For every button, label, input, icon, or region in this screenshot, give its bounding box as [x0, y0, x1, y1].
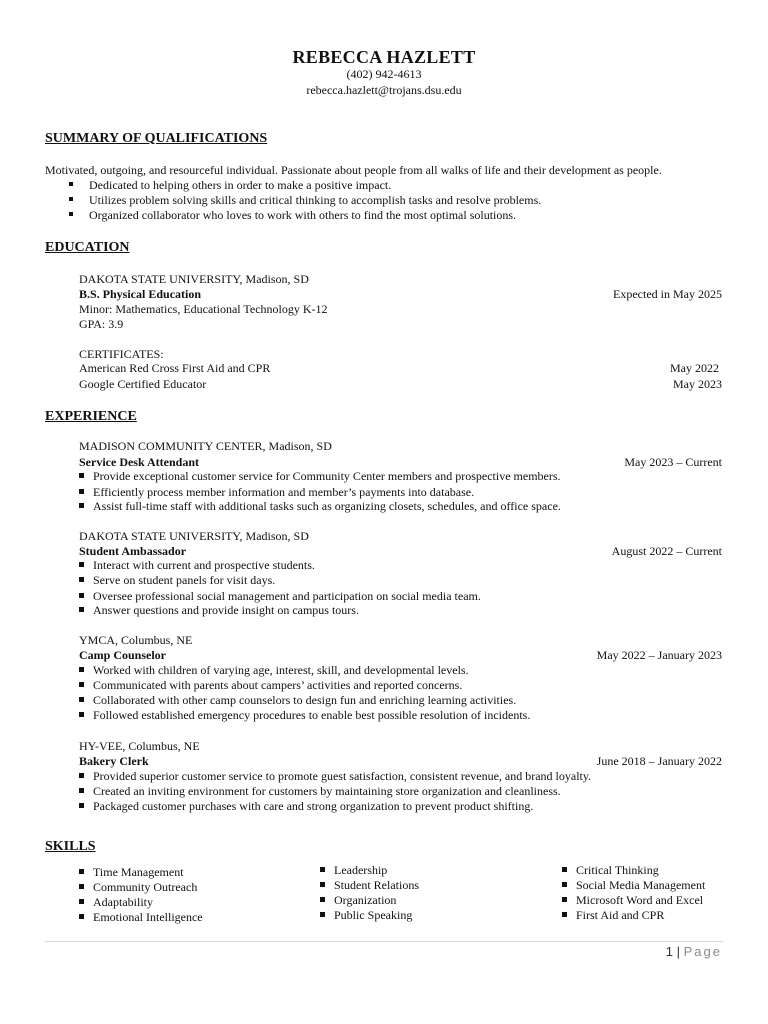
job-title: Bakery Clerk — [79, 754, 149, 768]
square-bullet-icon — [79, 869, 84, 874]
job-bullet: Efficiently process member information and member’s payments into database. — [79, 485, 474, 500]
email-address: rebecca.hazlett@trojans.dsu.edu — [306, 83, 462, 97]
square-bullet-icon — [79, 788, 84, 793]
certificate-name: American Red Cross First Aid and CPR — [79, 361, 271, 375]
footer-divider — [45, 941, 723, 942]
education-degree: B.S. Physical Education — [79, 287, 202, 301]
education-minor: Minor: Mathematics, Educational Technology K-12 — [79, 302, 328, 316]
square-bullet-icon — [79, 593, 84, 598]
square-bullet-icon — [79, 667, 84, 672]
square-bullet-icon — [79, 682, 84, 687]
job-dates: May 2022 – January 2023 — [596, 648, 722, 662]
job-dates: May 2023 – Current — [624, 455, 722, 469]
page-footer — [666, 944, 722, 959]
job-bullet: Created an inviting environment for customers by maintaining store organization and cleanliness. — [79, 784, 561, 799]
square-bullet-icon — [562, 912, 567, 917]
job-bullet: Followed established emergency procedures to enable best possible resolution of incidents. — [79, 708, 530, 723]
job-title: Service Desk Attendant — [79, 455, 199, 469]
square-bullet-icon — [79, 884, 84, 889]
square-bullet-icon — [79, 899, 84, 904]
skill-item: Community Outreach — [79, 880, 197, 895]
square-bullet-icon — [79, 697, 84, 702]
summary-bullet: Dedicated to helping others in order to make a positive impact. — [69, 178, 391, 193]
square-bullet-icon — [79, 562, 84, 567]
job-bullet: Serve on student panels for visit days. — [79, 573, 275, 588]
job-employer: HY-VEE, Columbus, NE — [79, 739, 200, 753]
job-bullet: Oversee professional social management and participation on social media team. — [79, 589, 481, 604]
job-bullet: Packaged customer purchases with care and strong organization to prevent product shifting. — [79, 799, 533, 814]
square-bullet-icon — [562, 897, 567, 902]
job-bullet: Provided superior customer service to promote guest satisfaction, consistent revenue, and brand loyalty. — [79, 769, 591, 784]
summary-bullet: Organized collaborator who loves to work with others to find the most optimal solutions. — [69, 208, 516, 223]
job-employer: MADISON COMMUNITY CENTER, Madison, SD — [79, 439, 332, 453]
skill-item: Critical Thinking — [562, 863, 659, 878]
square-bullet-icon — [320, 867, 325, 872]
square-bullet-icon — [562, 882, 567, 887]
square-bullet-icon — [69, 182, 73, 186]
certificates-label: CERTIFICATES: — [79, 347, 164, 361]
square-bullet-icon — [79, 473, 84, 478]
resume-name: REBECCA HAZLETT — [292, 47, 476, 67]
summary-intro: Motivated, outgoing, and resourceful individual. Passionate about people from all walks of life and their development as people. — [45, 163, 662, 177]
education-heading: EDUCATION — [45, 240, 130, 255]
square-bullet-icon — [79, 607, 84, 612]
skill-item: First Aid and CPR — [562, 908, 664, 923]
skill-item: Organization — [320, 893, 396, 908]
square-bullet-icon — [79, 803, 84, 808]
job-bullet: Worked with children of varying age, interest, skill, and developmental levels. — [79, 663, 469, 678]
certificate-name: Google Certified Educator — [79, 377, 207, 391]
education-degree-date: Expected in May 2025 — [613, 287, 722, 301]
job-bullet: Interact with current and prospective students. — [79, 558, 315, 573]
education-gpa: GPA: 3.9 — [79, 317, 124, 331]
job-title: Student Ambassador — [79, 544, 187, 558]
square-bullet-icon — [79, 712, 84, 717]
page-separator: | — [676, 944, 680, 959]
skill-item: Public Speaking — [320, 908, 412, 923]
square-bullet-icon — [320, 882, 325, 887]
job-dates: June 2018 – January 2022 — [596, 754, 722, 768]
square-bullet-icon — [79, 773, 84, 778]
certificate-date: May 2023 — [673, 377, 722, 391]
phone-number: (402) 942-4613 — [346, 67, 422, 81]
square-bullet-icon — [79, 503, 84, 508]
square-bullet-icon — [320, 897, 325, 902]
summary-bullet: Utilizes problem solving skills and critical thinking to accomplish tasks and resolve problems. — [69, 193, 541, 208]
skill-item: Adaptability — [79, 895, 153, 910]
skill-item: Emotional Intelligence — [79, 910, 203, 925]
job-title: Camp Counselor — [79, 648, 167, 662]
summary-heading: SUMMARY OF QUALIFICATIONS — [45, 131, 268, 146]
experience-heading: EXPERIENCE — [45, 409, 137, 424]
page-number: 1 — [665, 944, 673, 959]
skill-item: Time Management — [79, 865, 184, 880]
square-bullet-icon — [69, 197, 73, 201]
square-bullet-icon — [69, 212, 73, 216]
job-employer: YMCA, Columbus, NE — [79, 633, 193, 647]
square-bullet-icon — [79, 489, 84, 494]
job-bullet: Answer questions and provide insight on campus tours. — [79, 603, 359, 618]
skill-item: Leadership — [320, 863, 387, 878]
job-bullet: Provide exceptional customer service for Community Center members and prospective members. — [79, 469, 561, 484]
skill-item: Social Media Management — [562, 878, 705, 893]
square-bullet-icon — [562, 867, 567, 872]
skill-item: Student Relations — [320, 878, 419, 893]
education-school: DAKOTA STATE UNIVERSITY, Madison, SD — [79, 272, 309, 286]
square-bullet-icon — [320, 912, 325, 917]
job-bullet: Communicated with parents about campers’ activities and reported concerns. — [79, 678, 462, 693]
skills-heading: SKILLS — [45, 839, 96, 854]
skill-item: Microsoft Word and Excel — [562, 893, 703, 908]
square-bullet-icon — [79, 577, 84, 582]
square-bullet-icon — [79, 914, 84, 919]
job-dates: August 2022 – Current — [611, 544, 722, 558]
job-bullet: Collaborated with other camp counselors to design fun and enriching learning activities. — [79, 693, 516, 708]
job-employer: DAKOTA STATE UNIVERSITY, Madison, SD — [79, 529, 309, 543]
page-label: Page — [683, 944, 722, 959]
certificate-date: May 2022 — [670, 361, 719, 375]
job-bullet: Assist full-time staff with additional tasks such as organizing closets, schedules, and office space. — [79, 499, 561, 514]
